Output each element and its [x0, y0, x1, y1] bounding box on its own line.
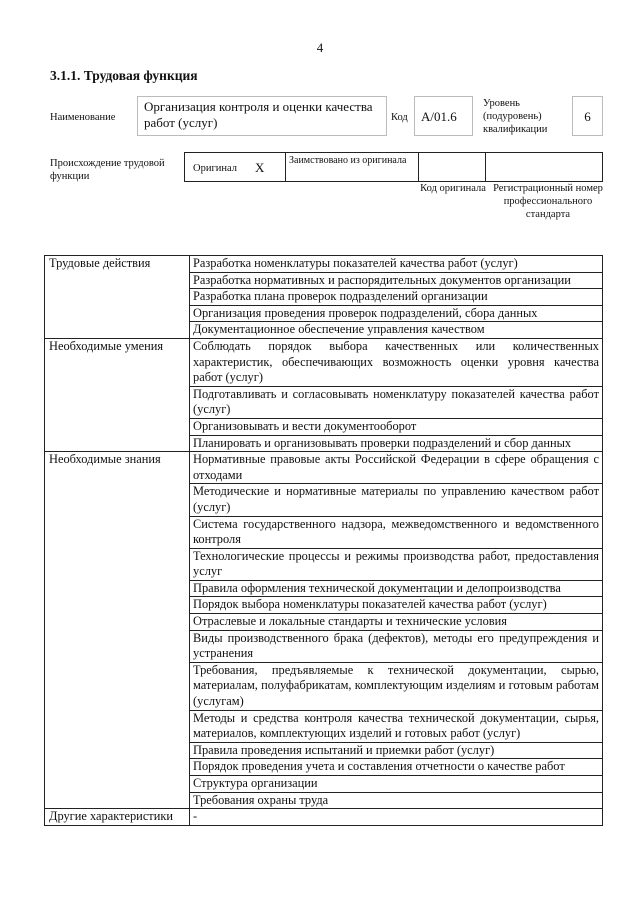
row-text: Нормативные правовые акты Российской Федерации в сфере обращения с отходами: [190, 452, 603, 484]
reg-number-caption: Регистрационный номер профессионального стандарта: [493, 183, 603, 220]
row-text: Организовывать и вести документооборот: [190, 418, 603, 435]
row-text: Система государственного надзора, межведомственного и ведомственного контроля: [190, 516, 603, 548]
row-text: Требования охраны труда: [190, 792, 603, 809]
code-value-box: [414, 96, 473, 136]
row-text: Отраслевые и локальные стандарты и технические условия: [190, 614, 603, 631]
row-text: -: [190, 809, 603, 826]
row-text: Порядок проведения учета и составления отчетности о качестве работ: [190, 759, 603, 776]
name-value: Организация контроля и оценки качества работ (услуг): [144, 99, 373, 130]
name-value-box: [137, 96, 387, 136]
row-text: Порядок выбора номенклатуры показателей качества работ (услуг): [190, 597, 603, 614]
row-text: Методические и нормативные материалы по управлению качеством работ (услуг): [190, 484, 603, 516]
function-details-table: [44, 255, 603, 826]
level-value-box: [572, 96, 603, 136]
level-value: 6: [584, 109, 591, 124]
row-text: Структура организации: [190, 776, 603, 793]
row-text: Методы и средства контроля качества технической документации, сырья, материалов, комплектующих изделий и готовых работ (услуг): [190, 710, 603, 742]
section-label: Необходимые умения: [45, 338, 190, 451]
row-text: Организация проведения проверок подразделений, сбора данных: [190, 305, 603, 322]
row-text: Правила оформления технической документации и делопроизводства: [190, 580, 603, 597]
table-row: [45, 809, 603, 826]
code-value: А/01.6: [421, 109, 457, 124]
origin-box: [184, 152, 603, 182]
table-row: [45, 256, 603, 273]
name-label: Наименование: [50, 112, 116, 123]
row-text: Документационное обеспечение управления качеством: [190, 322, 603, 339]
table-row: [45, 452, 603, 484]
original-label: Оригинал: [193, 163, 237, 174]
row-text: Соблюдать порядок выбора качественных или количественных характеристик, обеспечивающих возможность оценки уровня качества работ (услуг): [190, 338, 603, 386]
row-text: Подготавливать и согласовывать номенклатуру показателей качества работ (услуг): [190, 386, 603, 418]
row-text: Правила проведения испытаний и приемки работ (услуг): [190, 742, 603, 759]
row-text: Разработка нормативных и распорядительных документов организации: [190, 272, 603, 289]
row-text: Виды производственного брака (дефектов), методы его предупреждения и устранения: [190, 630, 603, 662]
code-original-caption: Код оригинала: [420, 183, 486, 194]
row-text: Технологические процессы и режимы производства работ, предоставления услуг: [190, 548, 603, 580]
code-label: Код: [391, 112, 408, 123]
section-label: Трудовые действия: [45, 256, 190, 339]
table-row: [45, 338, 603, 386]
page-number: 4: [316, 40, 324, 55]
original-mark: X: [255, 160, 265, 175]
level-label: Уровень (подуровень) квалификации: [483, 98, 548, 135]
row-text: Разработка плана проверок подразделений организации: [190, 289, 603, 306]
origin-label: Происхождение трудовой функции: [50, 158, 165, 182]
section-title: 3.1.1. Трудовая функция: [50, 68, 198, 83]
borrowed-label: Заимствовано из оригинала: [289, 155, 407, 166]
row-text: Планировать и организовывать проверки подразделений и сбор данных: [190, 435, 603, 452]
row-text: Требования, предъявляемые к технической документации, сырью, материалам, полуфабрикатам, комплектующим изделиям и готовым работам (услугам): [190, 662, 603, 710]
section-label: Необходимые знания: [45, 452, 190, 809]
section-label: Другие характеристики: [45, 809, 190, 826]
row-text: Разработка номенклатуры показателей качества работ (услуг): [190, 256, 603, 273]
